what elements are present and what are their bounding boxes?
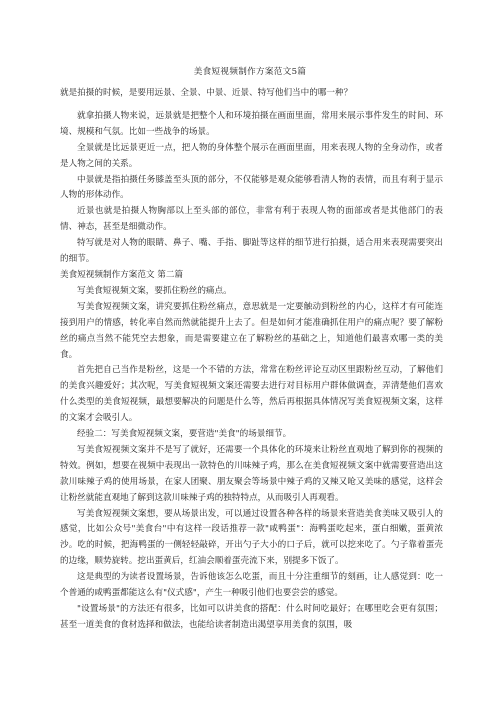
paragraph: "设置场景"的方法还有很多，比如可以讲美食的搭配：什么时间吃最好；在哪里吃会更有氛围；甚至一道美食的食材选择和做法，也能给读者制造出渴望享用美食的氛围，吸 (60, 604, 443, 630)
paragraph: 就是拍摄的时候，是要用远景、全景、中景、近景、特写他们当中的哪一种？ (60, 88, 353, 98)
paragraph: 中景就是指拍摄任务膝盖至头顶的部分，不仅能够是观众能够看清人物的表情，而且有利于显示人物的形体动作。 (60, 174, 443, 201)
paragraph: 就拿拍摄人物来说，远景就是把整个人和环境拍摄在画面里面，常用来展示事件发生的时间、环境、规模和气氛。比如一些战争的场景。 (60, 110, 443, 137)
paragraph: 这是典型的为读者设置场景，告诉他该怎么吃蛋，而且十分注重细节的刻画，让人感觉到：吃一个普通的咸鸭蛋都能这么有"仪式感"，产生一种吸引他们也要尝尝的感觉。 (60, 572, 443, 599)
paragraph: 经验二：写美食短视频文案，要营造"美食"的场景细节。 (77, 429, 292, 440)
paragraph: 近景也就是拍摄人物胸部以上至头部的部位，非常有利于表现人物的面部或者是其他部门的表情、神态，甚至是细微动作。 (60, 206, 443, 233)
paragraph: 写美食短视频文案想，要从场景出发，可以通过设置各种各样的场景来营造美食美味又吸引人的感觉，比如公众号"美食台"中有这样一段话推荐一款"咸鸭蛋"：海鸭蛋吃起来，蛋白细嫩，蛋黄浓沙。吃的时候，把海鸭蛋的一侧轻轻敲碎，开出勺子大小的口子后，就可以挖来吃了。勺子靠着蛋壳的边缘，顺势旋转。挖出蛋黄后，红油会顺着蛋壳流下来，别提多下饭了。 (60, 508, 443, 567)
paragraph: 写美食短视频文案，要抓住粉丝的痛点。 (77, 285, 232, 296)
document-body (60, 86, 443, 634)
paragraph: 首先把自己当作是粉丝，这是一个不错的方法，常常在粉丝评论互动区里跟粉丝互动，了解他们的美食兴趣爱好；其次呢，写美食短视频文案还需要去进行对目标用户群体做调查，弄清楚他们喜欢什么类型的美食短视频，最想要解决的问题是什么等，然后再根据具体情况写美食短视频文案，这样的文案才会吸引人。 (60, 365, 443, 424)
paragraph: 写美食短视频文案并不是写了就好，还需要一个具体化的环境来让粉丝直观地了解到你的视频的特效。例如，想要在视频中表现出一款特色的川味辣子鸡，那么在美食短视频文案中就需要营造出这款川味辣子鸡的使用场景，在家人团聚、朋友聚会等场景中辣子鸡的又辣又呛又美味的感觉，这样会让粉丝就能直观地了解到这款川味辣子鸡的独特特点，从而吸引人再观看。 (60, 444, 443, 503)
paragraph: 美食短视频制作方案范文 第二篇 (60, 269, 184, 280)
paragraph: 写美食短视频文案，讲究要抓住粉丝痛点，意思就是一定要触动到粉丝的内心，这样才有可能连接到用户的情感，转化率自然而然就能提升上去了。但是如何才能准确抓住用户的痛点呢？要了解粉丝的痛点当然不能凭空去想象，而是需要建立在了解粉丝的基础之上，知道他们最喜欢哪一类的美食。 (60, 301, 443, 360)
paragraph: 全景就是比远景更近一点，把人物的身体整个展示在画面里面，用来表现人物的全身动作，或者是人物之间的关系。 (60, 142, 443, 169)
paragraph: 特写就是对人物的眼睛、鼻子、嘴、手指、脚趾等这样的细节进行拍摄，适合用来表现需要突出的细节。 (60, 238, 443, 265)
document-title: 美食短视频制作方案范文5篇 (193, 67, 307, 77)
